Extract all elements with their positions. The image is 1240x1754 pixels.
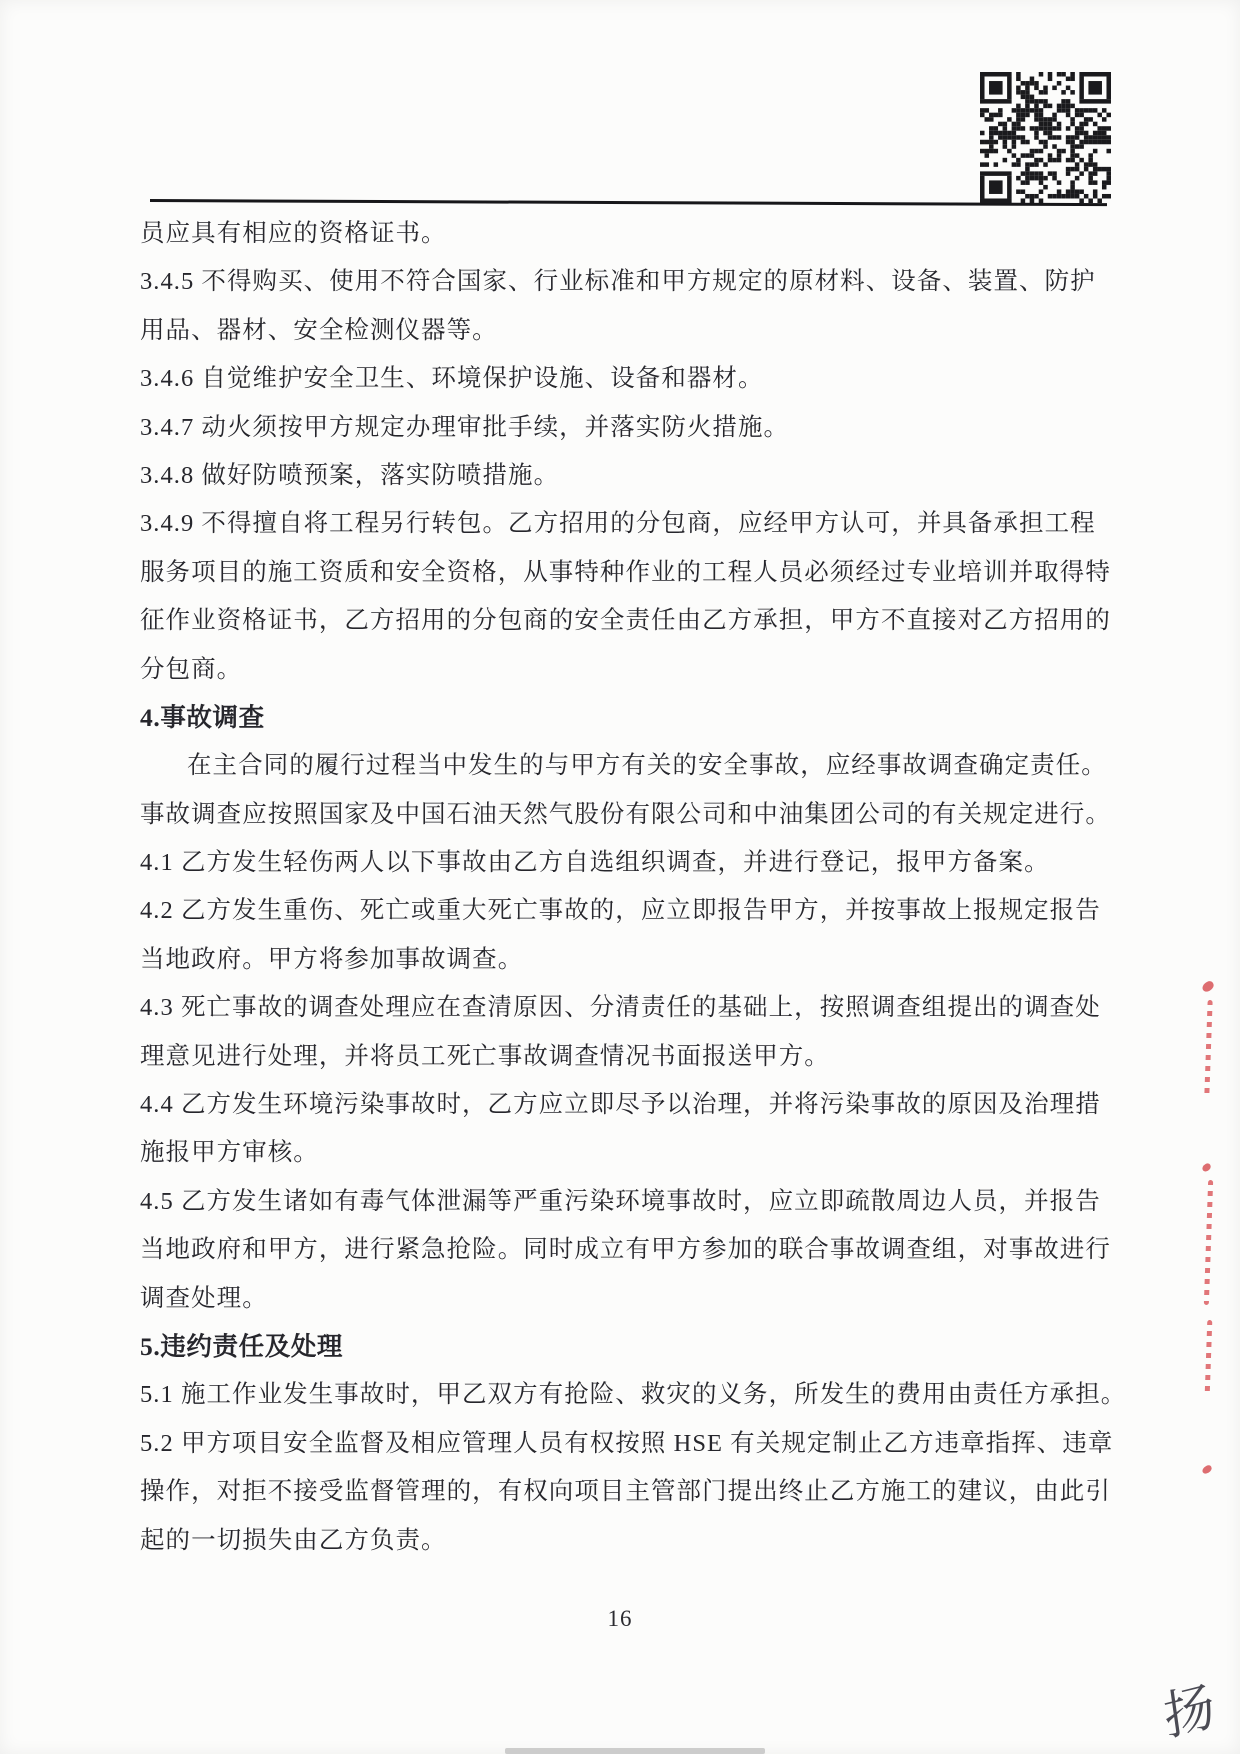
- clause-4-3: 4.3 死亡事故的调查处理应在查清原因、分清责任的基础上，按照调查组提出的调查处: [140, 994, 1101, 1022]
- text-line: 服务项目的施工资质和安全资格，从事特种作业的工程人员必须经过专业培训并取得特: [140, 558, 1111, 586]
- text-line: 调查处理。: [140, 1284, 268, 1312]
- red-edge-mark: [1205, 1320, 1213, 1395]
- clause-5-1: 5.1 施工作业发生事故时，甲乙双方有抢险、救灾的义务，所发生的费用由责任方承担。: [140, 1381, 1127, 1409]
- clause-4-2: 4.2 乙方发生重伤、死亡或重大死亡事故的，应立即报告甲方，并按事故上报规定报告: [140, 897, 1101, 925]
- text-line: 当地政府。甲方将参加事故调查。: [140, 945, 524, 973]
- red-edge-mark: [1204, 1000, 1212, 1095]
- text-line: 分包商。: [140, 655, 243, 683]
- clause-5-2: 5.2 甲方项目安全监督及相应管理人员有权按照 HSE 有关规定制止乙方违章指挥、违章: [140, 1429, 1114, 1457]
- clause-3-4-6: 3.4.6 自觉维护安全卫生、环境保护设施、设备和器材。: [140, 365, 764, 393]
- clause-3-4-9: 3.4.9 不得擅自将工程另行转包。乙方招用的分包商，应经甲方认可，并具备承担工程: [140, 510, 1096, 538]
- section-4-heading: 4.事故调查: [140, 702, 265, 732]
- clause-4-4: 4.4 乙方发生环境污染事故时，乙方应立即尽予以治理，并将污染事故的原因及治理措: [140, 1091, 1101, 1119]
- text-line: 理意见进行处理，并将员工死亡事故调查情况书面报送甲方。: [140, 1042, 830, 1070]
- red-annotation-marks: [1202, 0, 1216, 1754]
- contract-text-block: [140, 210, 1127, 1565]
- handwritten-signature: 扬: [1160, 1676, 1219, 1749]
- page-number: 16: [607, 1606, 633, 1631]
- clause-3-4-5: 3.4.5 不得购买、使用不符合国家、行业标准和甲方规定的原材料、设备、装置、防护: [140, 268, 1096, 296]
- clause-4-1: 4.1 乙方发生轻伤两人以下事故由乙方自选组织调查，并进行登记，报甲方备案。: [140, 849, 1050, 877]
- text-line: 施报甲方审核。: [140, 1139, 319, 1167]
- text-line: 起的一切损失由乙方负责。: [140, 1526, 447, 1554]
- horizontal-rule: [150, 199, 1107, 206]
- text-line: 征作业资格证书，乙方招用的分包商的安全责任由乙方承担，甲方不直接对乙方招用的: [140, 607, 1111, 635]
- qr-code-icon: [980, 72, 1111, 203]
- clause-4-5: 4.5 乙方发生诸如有毒气体泄漏等严重污染环境事故时，应立即疏散周边人员，并报告: [140, 1187, 1101, 1215]
- text-line: 事故调查应按照国家及中国石油天然气股份有限公司和中油集团公司的有关规定进行。: [140, 800, 1111, 828]
- red-edge-mark: [1201, 1162, 1212, 1172]
- clause-3-4-8: 3.4.8 做好防喷预案，落实防喷措施。: [140, 461, 560, 489]
- red-edge-mark: [1201, 1464, 1213, 1475]
- text-line: 在主合同的履行过程当中发生的与甲方有关的安全事故，应经事故调查确定责任。: [187, 752, 1107, 780]
- scan-artifact-strip: [505, 1748, 765, 1754]
- red-edge-mark: [1201, 980, 1216, 994]
- clause-3-4-7: 3.4.7 动火须按甲方规定办理审批手续，并落实防火措施。: [140, 413, 790, 441]
- text-line: 当地政府和甲方，进行紧急抢险。同时成立有甲方参加的联合事故调查组，对事故进行: [140, 1236, 1111, 1264]
- section-5-heading: 5.违约责任及处理: [140, 1331, 344, 1361]
- text-line: 员应具有相应的资格证书。: [140, 220, 447, 247]
- text-line: 用品、器材、安全检测仪器等。: [140, 316, 498, 344]
- red-edge-mark: [1204, 1180, 1213, 1305]
- text-line: 操作，对拒不接受监督管理的，有权向项目主管部门提出终止乙方施工的建议，由此引: [140, 1478, 1111, 1506]
